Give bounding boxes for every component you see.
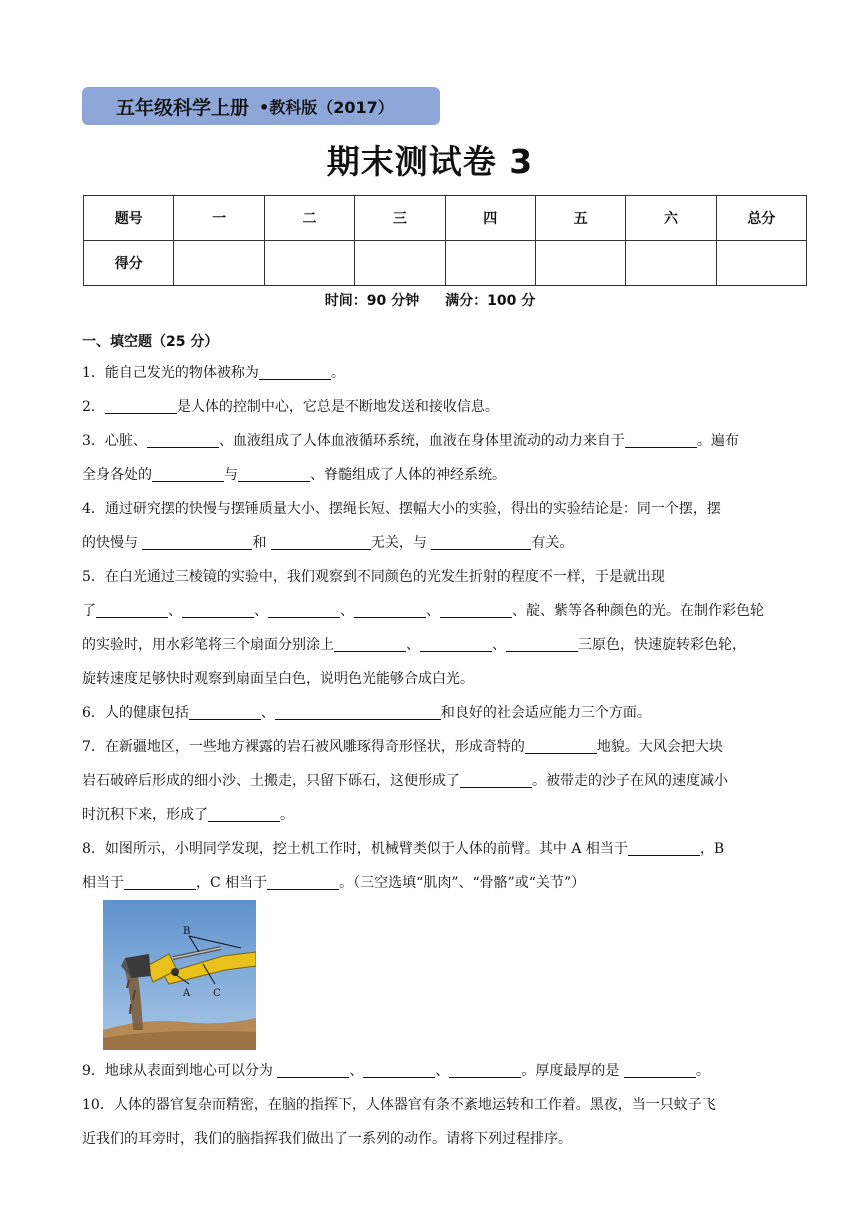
q3-text: 全身各处的: [82, 467, 152, 483]
question-8-line-2: [82, 866, 802, 900]
cell-label: 题号: [84, 196, 174, 241]
exam-full-score: 满分：100 分: [445, 293, 536, 309]
question-5-line-3: [82, 628, 802, 662]
question-4-line-2: [82, 526, 802, 560]
separator: 、: [406, 637, 420, 653]
cell-total: 总分: [716, 196, 806, 241]
answer-blank[interactable]: [147, 431, 219, 448]
answer-blank[interactable]: [271, 533, 371, 550]
answer-blank[interactable]: [277, 1061, 349, 1078]
q5-text: 三原色，快速旋转彩色轮，: [578, 637, 746, 653]
separator: 、: [254, 603, 268, 619]
answer-blank[interactable]: [182, 601, 254, 618]
page-title: 期末测试卷 3: [326, 142, 534, 181]
q8-text: ，B: [699, 841, 725, 857]
banner-main: 五年级科学上册: [116, 96, 250, 119]
label-a: A: [183, 988, 191, 999]
answer-blank[interactable]: [431, 533, 531, 550]
score-table-header-row: [84, 196, 807, 241]
separator: 、: [260, 705, 275, 721]
cell-4: 四: [445, 196, 535, 241]
question-3-line-2: [82, 458, 802, 492]
answer-blank[interactable]: [208, 805, 280, 822]
q5-text: 了: [82, 603, 96, 619]
score-cell[interactable]: [264, 241, 354, 286]
separator: 、: [426, 603, 440, 619]
score-table: [83, 195, 807, 286]
q7-text: 地貌。大风会把大块: [596, 739, 723, 755]
question-10-line-2: 近我们的耳旁时，我们的脑指挥我们做出了一系列的动作。请将下列过程排序。: [82, 1131, 572, 1147]
answer-blank[interactable]: [506, 635, 578, 652]
q8-text: ，C 相当于: [196, 875, 268, 891]
q5-text: 的实验时，用水彩笔将三个扇面分别涂上: [82, 637, 334, 653]
q7-text: 。: [280, 807, 294, 823]
cell-1: 一: [174, 196, 264, 241]
score-cell[interactable]: [174, 241, 264, 286]
score-cell[interactable]: [626, 241, 716, 286]
answer-blank[interactable]: [124, 873, 196, 890]
question-7-line-2: [82, 764, 802, 798]
section-title: 一、填空题（25 分）: [82, 334, 219, 350]
answer-blank[interactable]: [275, 703, 441, 720]
question-5-line-1: 5．在白光通过三棱镜的实验中，我们观察到不同颜色的光发生折射的程度不一样，于是就出现: [82, 569, 665, 585]
answer-blank[interactable]: [268, 601, 340, 618]
q6-text: 6．人的健康包括: [82, 705, 189, 721]
answer-blank[interactable]: [152, 465, 224, 482]
question-7-line-1: [82, 730, 802, 764]
answer-blank[interactable]: [96, 601, 168, 618]
banner-sub: •教科版（2017）: [259, 97, 394, 117]
q5-text: 、靛、紫等各种颜色的光。在制作彩色轮: [512, 603, 764, 619]
answer-blank[interactable]: [624, 1061, 696, 1078]
question-4-line-1: 4．通过研究摆的快慢与摆锤质量大小、摆绳长短、摆幅大小的实验，得出的实验结论是：同一个摆，摆: [82, 501, 721, 517]
score-cell[interactable]: [445, 241, 535, 286]
question-10-line-1: 10．人体的器官复杂而精密，在脑的指挥下，人体器官有条不紊地运转和工作着。黑夜，当一只蚊子飞: [82, 1097, 716, 1113]
answer-blank[interactable]: [525, 737, 597, 754]
q3-text: 与: [224, 467, 238, 483]
separator: 、: [349, 1063, 364, 1079]
answer-blank[interactable]: [238, 465, 310, 482]
answer-blank[interactable]: [625, 431, 697, 448]
score-cell[interactable]: [535, 241, 625, 286]
answer-blank[interactable]: [267, 873, 339, 890]
q7-text: 。被带走的沙子在风的速度减小: [532, 773, 728, 789]
answer-blank[interactable]: [449, 1061, 521, 1078]
question-8-line-1: [82, 832, 802, 866]
exam-info: [0, 290, 860, 310]
q1-text-end: 。: [330, 365, 345, 381]
q3-text: 、血液组成了人体血液循环系统，血液在身体里流动的动力来自于: [218, 433, 625, 449]
q7-text: 岩石破碎后形成的细小沙、土搬走，只留下砾石，这便形成了: [82, 773, 460, 789]
q2-number: 2．: [82, 399, 105, 415]
q8-text: 。（三空选填“肌肉”、“骨骼”或“关节”）: [339, 875, 586, 891]
q9-text-end: 。: [695, 1063, 710, 1079]
answer-blank[interactable]: [259, 363, 331, 380]
answer-blank[interactable]: [142, 533, 252, 550]
q3-text: 、脊髓组成了人体的神经系统。: [310, 467, 506, 483]
q9-text: 9．地球从表面到地心可以分为: [82, 1063, 278, 1079]
score-label: 得分: [84, 241, 174, 286]
q2-text: 是人体的控制中心，它总是不断地发送和接收信息。: [176, 399, 499, 415]
answer-blank[interactable]: [420, 635, 492, 652]
q3-text: 3．心脏、: [82, 433, 147, 449]
q6-text: 和良好的社会适应能力三个方面。: [440, 705, 651, 721]
question-6: [82, 696, 802, 730]
separator: 、: [435, 1063, 450, 1079]
answer-blank[interactable]: [354, 601, 426, 618]
exam-time: 时间：90 分钟: [324, 293, 420, 309]
score-cell[interactable]: [355, 241, 445, 286]
label-c: C: [213, 988, 221, 999]
separator: 、: [168, 603, 182, 619]
cell-5: 五: [535, 196, 625, 241]
question-1: [82, 356, 802, 390]
cell-6: 六: [626, 196, 716, 241]
question-7-line-3: [82, 798, 802, 832]
q4-text: 无关，与: [370, 535, 432, 551]
answer-blank[interactable]: [105, 397, 177, 414]
q4-text: 和: [252, 535, 271, 551]
question-9: [82, 1054, 802, 1088]
excavator-photo: [103, 900, 256, 1050]
answer-blank[interactable]: [628, 839, 700, 856]
answer-blank[interactable]: [440, 601, 512, 618]
question-5-line-2: [82, 594, 802, 628]
q8-text: 8．如图所示，小明同学发现，挖土机工作时，机械臂类似于人体的前臂。其中 A 相当于: [82, 841, 628, 857]
answer-blank[interactable]: [334, 635, 406, 652]
q3-text: 。遍布: [696, 433, 739, 449]
label-b: B: [183, 926, 191, 937]
answer-blank[interactable]: [460, 771, 532, 788]
cell-3: 三: [355, 196, 445, 241]
answer-blank[interactable]: [189, 703, 261, 720]
cell-2: 二: [264, 196, 354, 241]
q7-text: 时沉积下来，形成了: [82, 807, 208, 823]
answer-blank[interactable]: [363, 1061, 435, 1078]
score-cell[interactable]: [716, 241, 806, 286]
q4-text: 有关。: [531, 535, 574, 551]
excavator-illustration: [103, 900, 256, 1050]
separator: 、: [340, 603, 354, 619]
q9-text: 。厚度最厚的是: [521, 1063, 624, 1079]
question-5-line-4: 旋转速度足够快时观察到扇面呈白色，说明色光能够合成白光。: [82, 671, 474, 687]
grade-banner: [82, 87, 440, 125]
q4-text: 的快慢与: [82, 535, 143, 551]
q7-text: 7．在新疆地区，一些地方裸露的岩石被风雕琢得奇形怪状，形成奇特的: [82, 739, 525, 755]
question-2: [82, 390, 802, 424]
question-3-line-1: [82, 424, 802, 458]
q8-text: 相当于: [82, 875, 124, 891]
score-table-score-row: [84, 241, 807, 286]
separator: 、: [492, 637, 506, 653]
q1-text: 1．能自己发光的物体被称为: [82, 365, 259, 381]
